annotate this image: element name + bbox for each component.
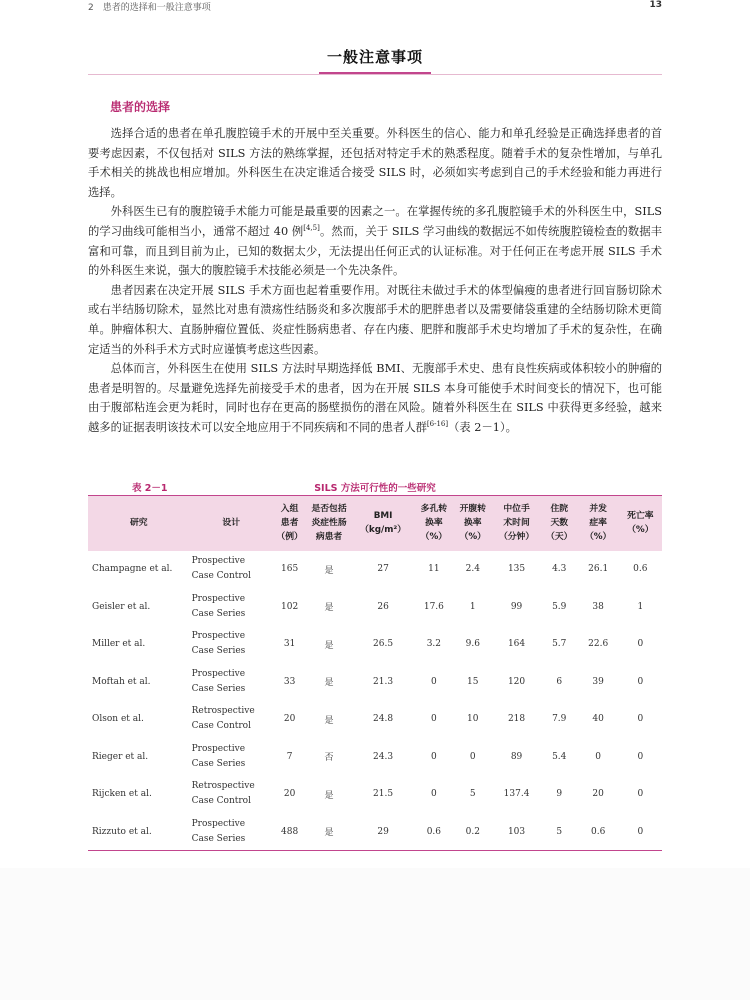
cell-design: Retrospective Case Control xyxy=(191,781,255,807)
table-row xyxy=(88,701,662,739)
cell-mort: 0 xyxy=(637,714,644,725)
cell-inf: 是 xyxy=(324,678,334,689)
blank-area xyxy=(0,868,750,1000)
table-row xyxy=(88,626,662,664)
cell-open: 0 xyxy=(469,751,476,762)
cell-design: Prospective Case Series xyxy=(191,668,246,694)
cell-los: 7.9 xyxy=(552,714,567,725)
cell-time: 137.4 xyxy=(503,789,530,800)
cell-time: 99 xyxy=(510,601,523,612)
section-heading: 患者的选择 xyxy=(110,100,171,114)
table-row xyxy=(88,551,662,589)
cell-time: 164 xyxy=(507,639,526,650)
cell-bmi: 24.3 xyxy=(373,751,394,762)
cell-comp: 0 xyxy=(595,751,602,762)
cell-inf: 是 xyxy=(324,715,334,726)
cell-time: 135 xyxy=(507,564,526,575)
cell-comp: 26.1 xyxy=(588,564,609,575)
cell-bmi: 27 xyxy=(377,564,389,575)
header-study: 研究 xyxy=(130,518,148,529)
header-complication: 并发 症率 （%） xyxy=(584,504,612,543)
cell-bmi: 21.5 xyxy=(373,789,394,800)
cell-inf: 是 xyxy=(324,828,334,838)
cell-design: Prospective Case Series xyxy=(191,743,246,769)
cell-time: 120 xyxy=(507,676,526,687)
cell-open: 5 xyxy=(469,789,476,800)
cell-bmi: 29 xyxy=(377,826,389,837)
cell-study: Olson et al. xyxy=(92,714,144,725)
header-inflammatory: 是否包括 炎症性肠 病患者 xyxy=(311,504,347,543)
cell-n: 31 xyxy=(283,639,296,650)
cell-comp: 39 xyxy=(592,676,604,687)
cell-bmi: 24.8 xyxy=(373,714,394,725)
body-text xyxy=(88,124,662,438)
cell-bmi: 26.5 xyxy=(373,639,394,650)
cell-design: Retrospective Case Control xyxy=(191,706,255,732)
cell-open: 1 xyxy=(469,601,476,612)
cell-design: Prospective Case Series xyxy=(191,593,246,619)
cell-mort: 0 xyxy=(637,789,644,800)
table-number: 表 2－1 xyxy=(132,483,168,494)
cell-bmi: 26 xyxy=(377,601,389,612)
header-n: 入组 患者 （例） xyxy=(276,504,303,543)
cell-mort: 1 xyxy=(637,601,644,612)
cell-multi: 0.6 xyxy=(426,826,442,837)
cell-n: 165 xyxy=(281,564,299,575)
cell-design: Prospective Case Series xyxy=(191,631,246,657)
cell-study: Moftah et al. xyxy=(92,676,151,687)
cell-comp: 40 xyxy=(592,714,604,725)
cell-open: 9.6 xyxy=(465,639,480,650)
cell-mort: 0 xyxy=(637,676,644,687)
table-row xyxy=(88,738,662,776)
running-header xyxy=(88,0,662,14)
cell-multi: 3.2 xyxy=(426,639,442,650)
cell-inf: 是 xyxy=(324,603,334,614)
header-open: 开腹转 换率 （%） xyxy=(459,504,486,543)
cell-multi: 0 xyxy=(431,676,437,687)
cell-open: 15 xyxy=(467,676,479,687)
cell-multi: 0 xyxy=(431,714,437,725)
studies-table xyxy=(88,495,662,851)
cell-comp: 22.6 xyxy=(588,639,609,650)
cell-multi: 11 xyxy=(428,564,440,575)
cell-study: Champagne et al. xyxy=(92,564,173,575)
cell-n: 7 xyxy=(286,751,293,762)
cell-los: 5.7 xyxy=(552,639,567,650)
cell-n: 102 xyxy=(281,601,299,612)
header-op-time: 中位手 术时间 （分钟） xyxy=(498,504,535,543)
cell-open: 0.2 xyxy=(465,826,480,837)
table-header-row xyxy=(88,496,662,551)
title-block xyxy=(0,43,750,75)
cell-n: 488 xyxy=(281,826,299,837)
paragraph-4: 总体而言，外科医生在使用 SILS 方法时早期选择低 BMI、无腹部手术史、患有良性疾病或体积较小的肿瘤的患者是明智的。尽量避免选择先前接受手术的患者，因为在开展 SILS 本身可能使手术时间变长的情况下，也可能由于腹部粘连会更为耗时，同时也存在更高的肠壁损伤的潜在风险。随着外科医生在 SILS 中获得更多经验，越来越多的证据表明该技术可以安全地应用于不同疾病和不同的患者人群[6-16]（表 2－1）。 xyxy=(88,362,662,434)
citation: [6-16] xyxy=(426,420,449,429)
cell-study: Rijcken et al. xyxy=(92,789,152,800)
cell-inf: 是 xyxy=(324,790,334,801)
cell-los: 9 xyxy=(556,789,563,800)
cell-study: Rizzuto et al. xyxy=(92,826,152,837)
table-row xyxy=(88,663,662,701)
cell-los: 5 xyxy=(556,826,563,837)
cell-time: 218 xyxy=(507,714,526,725)
paragraph-2: 外科医生已有的腹腔镜手术能力可能是最重要的因素之一。在掌握传统的多孔腹腔镜手术的外科医生中，SILS 的学习曲线可能相当小，通常不超过 40 例[4,5]。然而，关于 SILS 学习曲线的数据远不如传统腹腔镜检查的数据丰富和可靠，而且到目前为止，已知的数据太少，无法提出任何正式的认证标准。对于任何正在考虑开展 SILS 手术的外科医生来说，强大的腹腔镜手术技能必须是一个先决条件。 xyxy=(88,205,662,278)
table-row xyxy=(88,588,662,626)
cell-n: 20 xyxy=(283,789,296,800)
paragraph-3: 患者因素在决定开展 SILS 手术方面也起着重要作用。对既往未做过手术的体型偏瘦的患者进行回盲肠切除术或右半结肠切除术，显然比对患有溃疡性结肠炎和多次腹部手术的肥胖患者以及需要储袋重建的全结肠切除术更简单。肿瘤体积大、直肠肿瘤位置低、炎症性肠病患者、存在内瘘、肥胖和腹部手术史均增加了手术的复杂性，在确定适当的外科手术方式时应谨慎考虑这些因素。 xyxy=(88,283,662,356)
cell-study: Geisler et al. xyxy=(92,601,151,612)
header-multiport: 多孔转 换率 （%） xyxy=(420,504,448,543)
cell-mort: 0.6 xyxy=(633,564,648,575)
table-row xyxy=(88,776,662,814)
paragraph-1: 选择合适的患者在单孔腹腔镜手术的开展中至关重要。外科医生的信心、能力和单孔经验是正确选择患者的首要考虑因素，不仅包括对 SILS 方法的熟练掌握，还包括对特定手术的熟悉程度。随着手术的复杂性增加，与单孔手术相关的挑战也相应增加。外科医生在决定谁适合接受 SILS 时，必须如实考虑到自己的手术经验和能力再进行选择。 xyxy=(88,127,662,199)
cell-study: Rieger et al. xyxy=(92,751,149,762)
chapter-header: 2 患者的选择和一般注意事项 xyxy=(88,3,211,13)
cell-mort: 0 xyxy=(637,751,644,762)
cell-n: 20 xyxy=(283,714,296,725)
cell-bmi: 21.3 xyxy=(373,676,394,687)
cell-design: Prospective Case Series xyxy=(191,818,246,844)
cell-multi: 0 xyxy=(431,789,437,800)
table-body xyxy=(88,551,662,851)
cell-mort: 0 xyxy=(637,826,644,837)
cell-time: 89 xyxy=(510,751,523,762)
header-design: 设计 xyxy=(222,518,241,529)
cell-inf: 是 xyxy=(324,640,334,651)
header-mortality: 死亡率 （%） xyxy=(627,511,654,536)
cell-open: 2.4 xyxy=(465,564,480,575)
cell-multi: 17.6 xyxy=(423,601,444,612)
page-number: 13 xyxy=(649,0,662,10)
cell-los: 5.9 xyxy=(552,601,567,612)
cell-los: 6 xyxy=(556,676,563,687)
cell-comp: 0.6 xyxy=(590,826,606,837)
cell-inf: 否 xyxy=(324,753,334,764)
cell-time: 103 xyxy=(507,826,526,837)
cell-study: Miller et al. xyxy=(92,639,146,650)
cell-open: 10 xyxy=(467,714,479,725)
page-title: 一般注意事项 xyxy=(319,43,431,75)
cell-inf: 是 xyxy=(324,565,334,576)
cell-comp: 20 xyxy=(592,789,604,800)
table-title: SILS 方法可行性的一些研究 xyxy=(314,483,436,494)
cell-los: 4.3 xyxy=(552,564,567,575)
cell-mort: 0 xyxy=(637,639,644,650)
cell-comp: 38 xyxy=(592,601,604,612)
cell-los: 5.4 xyxy=(552,751,567,762)
header-los: 住院 天数 （天） xyxy=(546,504,573,543)
header-bmi: BMI （kg/m²） xyxy=(360,511,407,536)
cell-design: Prospective Case Control xyxy=(191,556,251,582)
citation: [4,5] xyxy=(303,224,320,233)
title-divider xyxy=(88,74,662,75)
table-row xyxy=(88,813,662,851)
cell-n: 33 xyxy=(283,676,296,687)
cell-multi: 0 xyxy=(431,751,437,762)
